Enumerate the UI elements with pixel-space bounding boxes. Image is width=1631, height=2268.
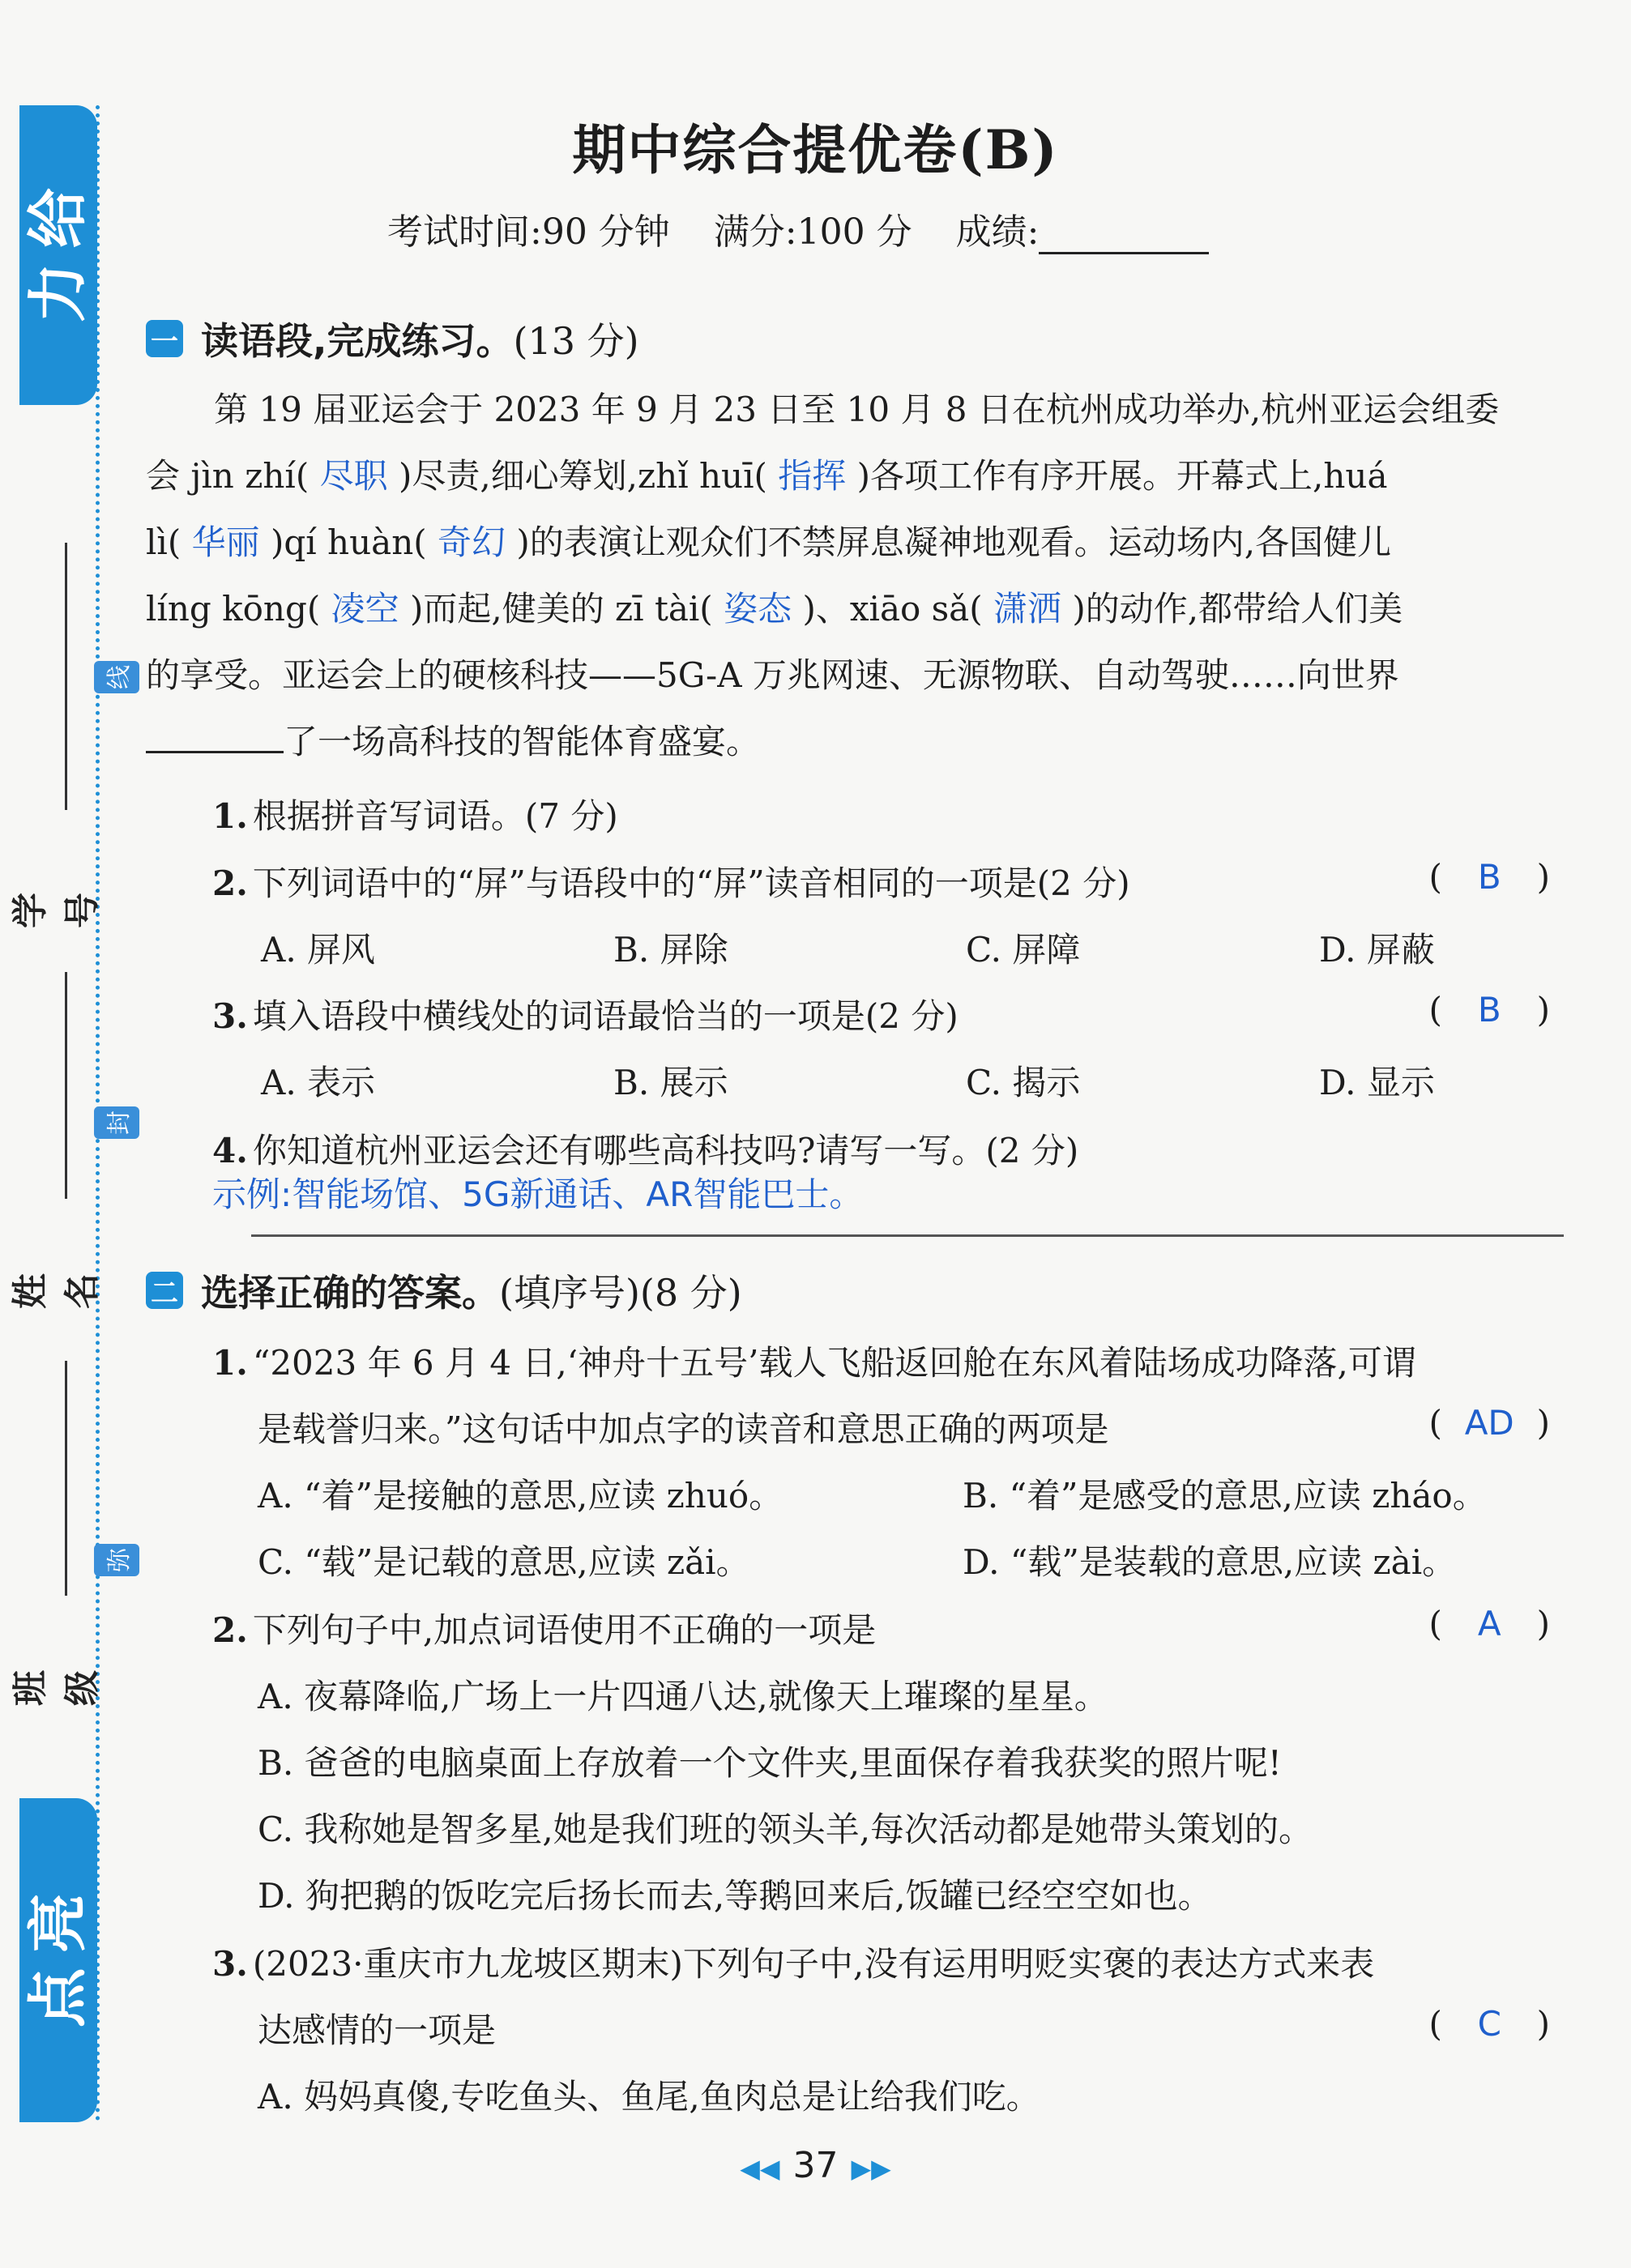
s2-q3-answer-box[interactable]: ( C ) [1428,2004,1550,2044]
s1-q4-answer: 示例:智能场馆、5G新通话、AR智能巴士。 [212,1174,864,1214]
s2-q1-option-a[interactable]: A. “着”是接触的意思,应读 zhuó。 [258,1476,783,1516]
passage-line-3: lì( 华丽 )qí huàn( 奇幻 )的表演让观众们不禁屏息凝神地观看。运动场内,各国健儿 [146,522,1392,562]
s2-question-3-line1: 3. (2023·重庆市九龙坡区期末)下列句子中,没有运用明贬实褒的表达方式来表 [212,1944,1375,1984]
passage-line-4: líng kōng( 凌空 )而起,健美的 zī tài( 姿态 )、xiāo sǎ( 潇洒 )的动作,都带给人们美 [146,589,1403,629]
passage-line-1: 第 19 届亚运会于 2023 年 9 月 23 日至 10 月 8 日在杭州成功举办,杭州亚运会组委 [214,390,1500,429]
s1-q3-option-a[interactable]: A. 表示 [261,1063,376,1102]
s1-question-3: 3. 填入语段中横线处的词语最恰当的一项是(2 分) [212,996,959,1036]
prev-arrows-icon: ◀◀ [740,2153,780,2184]
s2-q2-answer: A [1477,1604,1501,1643]
s2-question-3-line2: 达感情的一项是 [258,2010,497,2050]
exam-meta [387,202,1241,254]
s2-q1-answer-box[interactable]: ( AD ) [1428,1403,1550,1443]
section-1-number: 一 [146,320,183,357]
s1-q2-answer: B [1477,857,1501,897]
section-2-heading [146,1264,742,1317]
s1-question-1: 1. 根据拼音写词语。(7 分) [212,796,618,836]
next-arrows-icon: ▶▶ [851,2153,891,2184]
s1-q3-answer-box[interactable]: ( B ) [1428,990,1550,1030]
s2-question-1-line1: 1. “2023 年 6 月 4 日,‘神舟十五号’载人飞船返回舱在东风着陆场成功降落,可谓 [212,1343,1416,1383]
page-title: 期中综合提优卷(B) [572,118,1059,181]
passage-line-6: 了一场高科技的智能体育盛宴。 [146,709,1564,775]
section-1-heading [146,312,639,365]
score-label: 成绩: [955,211,1040,253]
passage-line-5: 的享受。亚运会上的硬核科技——5G-A 万兆网速、无源物联、自动驾驶……向世界 [146,655,1399,695]
s1-q2-answer-box[interactable]: ( B ) [1428,857,1550,897]
seal-mark-seal: 封 [94,1106,139,1139]
brand-tab-top: 给 力 [19,105,97,405]
exam-time: 考试时间:90 分钟 [387,211,670,253]
s1-q2-option-d[interactable]: D. 屏蔽 [1319,930,1435,970]
s2-q2-answer-box[interactable]: ( A ) [1428,1604,1550,1643]
section-1-title: 读语段,完成练习。 [201,319,514,363]
s2-q3-answer: C [1477,2004,1501,2044]
section-2-title: 选择正确的答案。 [201,1271,499,1315]
s2-question-1-line2: 是载誉归来。”这句话中加点字的读音和意思正确的两项是 [258,1409,1109,1449]
answer-qihuan: 奇幻 [438,522,506,562]
answer-huali: 华丽 [191,522,260,562]
answer-xiaosa: 潇洒 [993,589,1061,629]
answer-jinzhi: 尽职 [319,456,388,496]
full-score: 满分:100 分 [713,211,912,253]
passage-line-2: 会 jìn zhí( 尽职 )尽责,细心筹划,zhǐ huī( 指挥 )各项工作有序开展。开幕式上,huá [146,456,1388,496]
page-number: ◀◀ 37 ▶▶ [740,2145,891,2186]
brand-tab-bottom: 亮 点 [19,1798,97,2122]
seal-mark-mi: 弥 [94,1544,139,1576]
answer-lingkong: 凌空 [331,589,399,629]
s2-q3-option-a[interactable]: A. 妈妈真傻,专吃鱼头、鱼尾,鱼肉总是让给我们吃。 [258,2077,1040,2117]
seal-mark-line: 线 [94,661,139,693]
student-id-line [65,543,67,810]
name-line [65,972,67,1199]
s1-question-2: 2. 下列词语中的“屏”与语段中的“屏”读音相同的一项是(2 分) [212,863,1130,903]
score-blank[interactable] [1039,220,1209,254]
passage-blank[interactable] [146,718,284,753]
s2-q2-option-b[interactable]: B. 爸爸的电脑桌面上存放着一个文件夹,里面保存着我获奖的照片呢! [258,1743,1282,1783]
s1-q2-option-c[interactable]: C. 屏障 [966,930,1081,970]
s1-q3-option-d[interactable]: D. 显示 [1319,1063,1435,1102]
s2-q2-option-a[interactable]: A. 夜幕降临,广场上一片四通八达,就像天上璀璨的星星。 [258,1677,1108,1716]
section-2-points: (填序号)(8 分) [499,1271,742,1315]
s1-q2-option-b[interactable]: B. 屏除 [613,930,728,970]
s2-q1-answer: AD [1464,1403,1514,1443]
s2-q1-option-d[interactable]: D. “载”是装载的意思,应读 zài。 [963,1542,1457,1582]
s2-q1-option-c[interactable]: C. “载”是记载的意思,应读 zǎi。 [258,1542,750,1582]
student-id-label: 学号 [10,893,103,928]
s1-question-4: 4. 你知道杭州亚运会还有哪些高科技吗?请写一写。(2 分) [212,1131,1079,1170]
section-1-points: (13 分) [513,319,639,363]
class-label: 班级 [10,1670,103,1706]
answer-zhihui: 指挥 [778,456,847,496]
answer-rule-line [251,1234,1564,1237]
class-line [65,1361,67,1596]
s1-q3-option-b[interactable]: B. 展示 [613,1063,728,1102]
s1-q3-option-c[interactable]: C. 揭示 [966,1063,1081,1102]
s1-q3-answer: B [1477,990,1501,1030]
s2-q1-option-b[interactable]: B. “着”是感受的意思,应读 zháo。 [963,1476,1487,1516]
section-2-number: 二 [146,1272,183,1309]
s1-q2-option-a[interactable]: A. 屏风 [261,930,376,970]
s2-q2-option-c[interactable]: C. 我称她是智多星,她是我们班的领头羊,每次活动都是她带头策划的。 [258,1810,1313,1849]
s2-question-2: 2. 下列句子中,加点词语使用不正确的一项是 [212,1610,877,1650]
s2-q2-option-d[interactable]: D. 狗把鹅的饭吃完后扬长而去,等鹅回来后,饭罐已经空空如也。 [258,1876,1212,1916]
name-label: 姓名 [10,1273,103,1309]
answer-zitai: 姿态 [724,589,792,629]
